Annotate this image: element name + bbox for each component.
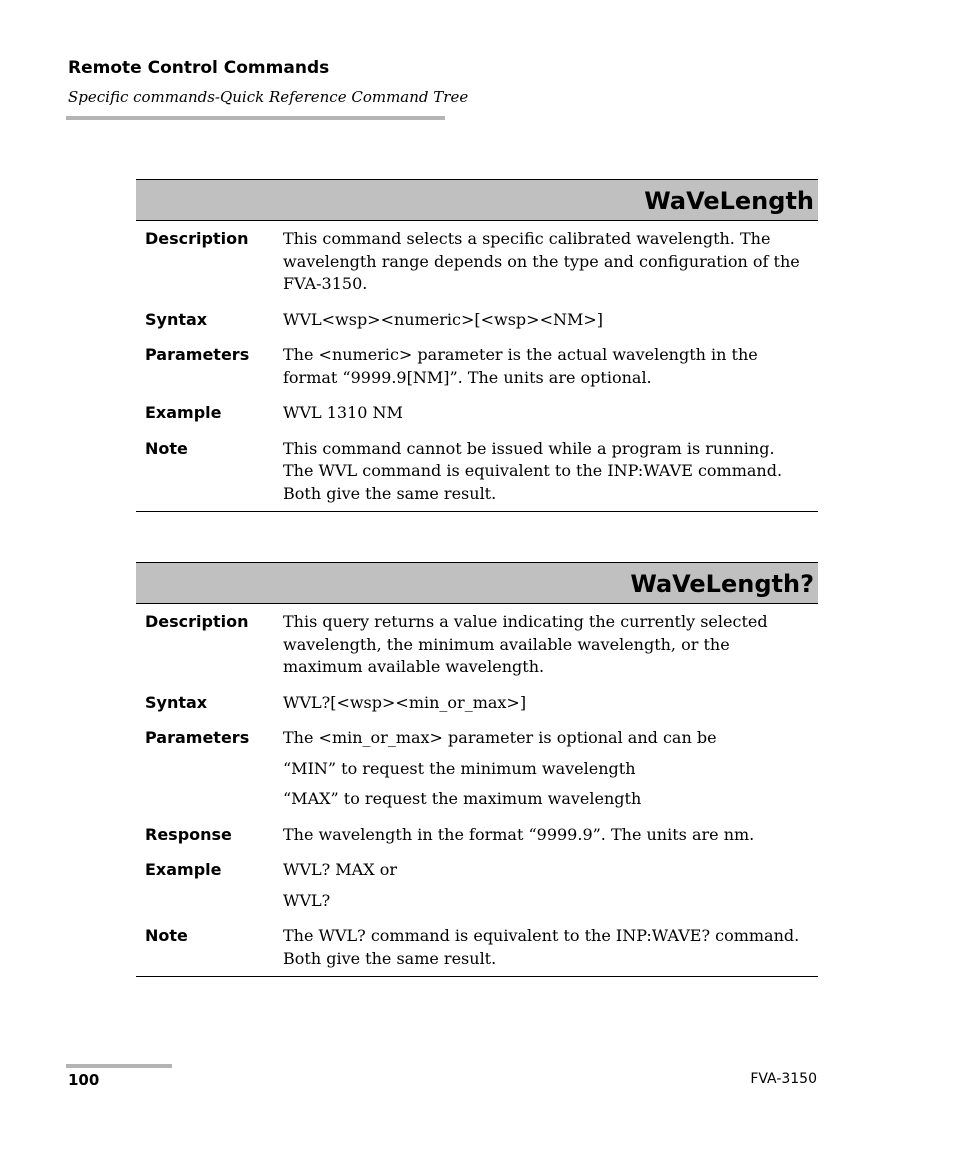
example-text: WVL? MAX or WVL?: [283, 860, 397, 910]
command-heading: WaVeLength: [136, 179, 818, 221]
command-block-wavelength-query: [136, 562, 818, 977]
syntax-row: [136, 309, 818, 345]
header-divider: [66, 116, 445, 120]
note-label: Note: [145, 438, 188, 458]
response-row: [136, 824, 818, 860]
parameters-row: [136, 727, 818, 824]
response-text: The wavelength in the format “9999.9”. The units are nm.: [283, 824, 755, 844]
note-row: [136, 925, 818, 970]
page-number: 100: [68, 1071, 100, 1089]
running-header-title: Remote Control Commands: [68, 58, 330, 78]
example-text: WVL 1310 NM: [283, 403, 403, 422]
running-header-subtitle: Specific commands-Quick Reference Command Tree: [68, 88, 469, 106]
note-row: [136, 438, 818, 506]
command-details-table: [136, 611, 818, 970]
example-label: Example: [145, 860, 222, 879]
parameters-text: The <min_or_max> parameter is optional and can be “MIN” to request the minimum wavelength “MAX” to request the maximum wavelength: [283, 728, 717, 808]
example-row: [136, 402, 818, 438]
product-name: FVA-3150: [750, 1071, 817, 1087]
parameters-text: The <numeric> parameter is the actual wavelength in the format “9999.9[NM]”. The units are optional.: [283, 345, 758, 387]
description-text: This query returns a value indicating the currently selected wavelength, the minimum available wavelength, or the maximum available wavelength.: [283, 612, 768, 676]
syntax-row: [136, 692, 818, 728]
description-label: Description: [145, 229, 249, 248]
note-text: This command cannot be issued while a program is running. The WVL command is equivalent to the INP:WAVE command. Both give the same result.: [283, 438, 783, 503]
description-row: [136, 228, 818, 309]
note-text: The WVL? command is equivalent to the INP:WAVE? command. Both give the same result.: [283, 926, 800, 968]
description-label: Description: [145, 612, 249, 631]
footer-divider: [66, 1064, 172, 1068]
syntax-text: WVL?[<wsp><min_or_max>]: [283, 692, 527, 712]
syntax-label: Syntax: [145, 309, 208, 329]
parameters-label: Parameters: [145, 728, 250, 747]
syntax-label: Syntax: [145, 692, 208, 712]
note-label: Note: [145, 926, 188, 945]
example-row: [136, 859, 818, 925]
parameters-row: [136, 344, 818, 402]
command-details-table: [136, 228, 818, 505]
syntax-text: WVL<wsp><numeric>[<wsp><NM>]: [283, 309, 604, 329]
response-label: Response: [145, 824, 232, 844]
example-label: Example: [145, 403, 222, 422]
command-block-wavelength: [136, 179, 818, 512]
parameters-label: Parameters: [145, 345, 250, 364]
description-row: [136, 611, 818, 692]
command-heading: WaVeLength?: [136, 562, 818, 604]
description-text: This command selects a specific calibrated wavelength. The wavelength range depends on the type and configuration of the FVA-3150.: [283, 229, 800, 293]
